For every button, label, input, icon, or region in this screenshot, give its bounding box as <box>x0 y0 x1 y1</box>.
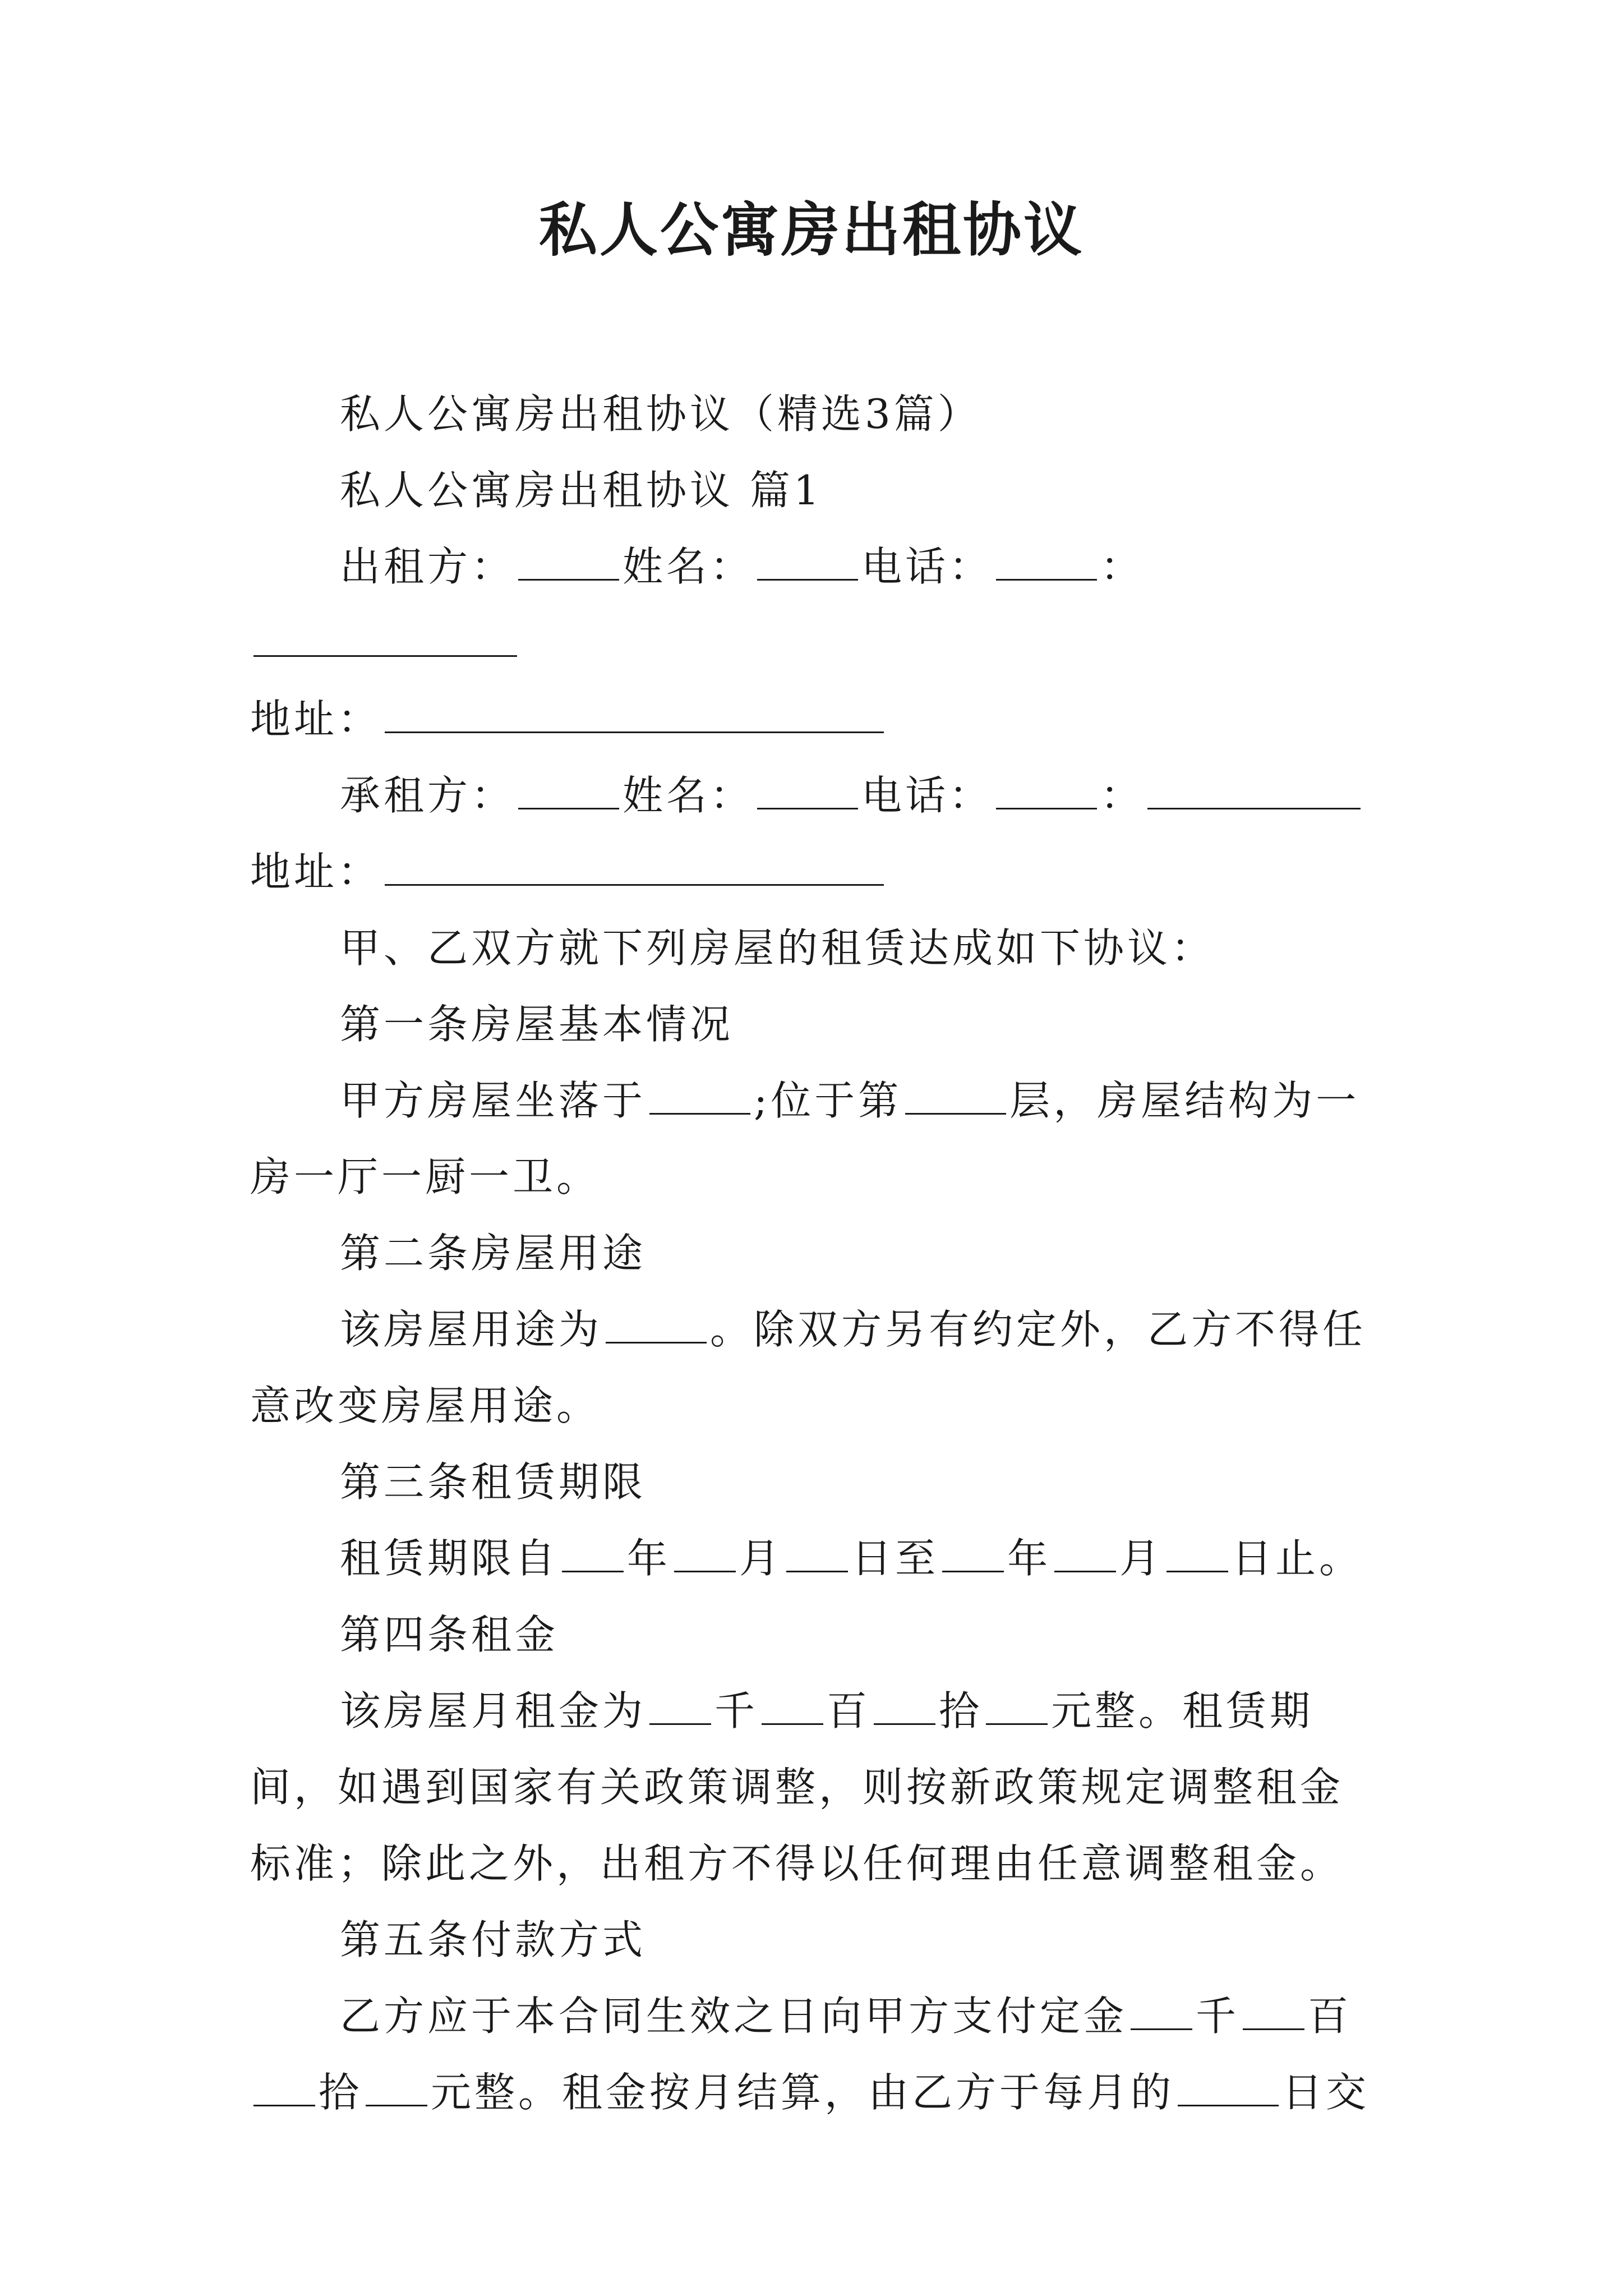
lessee-name-label: 姓名： <box>623 772 754 819</box>
lessee-address-label: 地址： <box>250 848 382 895</box>
lessee-label: 承租方： <box>340 772 515 819</box>
article-4-paragraph <box>250 1673 1377 1902</box>
lessor-phone-blank <box>996 545 1097 581</box>
intro-paragraph: 甲、乙双方就下列房屋的租赁达成如下协议： <box>340 924 1215 972</box>
art1-text-1: 甲方房屋坐落于 <box>340 1077 647 1124</box>
art5-text-1: 乙方应于本合同生效之日向甲方支付定金 <box>340 1993 1128 2040</box>
lessor-phone-label: 电话： <box>861 543 993 590</box>
lessor-address-label: 地址： <box>250 696 382 743</box>
art3-end-year-blank <box>942 1537 1004 1572</box>
subtitle: 私人公寓房出租协议（精选3篇） <box>340 390 981 438</box>
lessee-name-blank <box>757 774 858 809</box>
art4-text-4: 拾 <box>939 1687 983 1734</box>
art5-text-3: 百 <box>1308 1993 1352 2040</box>
lessor-name-blank <box>757 545 858 581</box>
lessor-line <box>250 528 1377 681</box>
art3-end-day-blank <box>1166 1537 1228 1572</box>
art3-text-1: 租赁期限自 <box>340 1535 559 1582</box>
lessor-name-label: 姓名： <box>623 543 754 590</box>
art3-text-2: 年 <box>627 1535 671 1582</box>
article-3-paragraph <box>250 1520 1377 1596</box>
art4-hundreds-blank <box>762 1690 823 1725</box>
article-2-paragraph <box>250 1291 1377 1444</box>
lessee-address-blank <box>385 850 884 886</box>
lessor-address-line <box>250 681 1377 757</box>
lessor-label: 出租方： <box>340 543 515 590</box>
art4-units-blank <box>986 1690 1048 1725</box>
art3-text-6: 月 <box>1119 1535 1164 1582</box>
art5-day-blank <box>1178 2071 1279 2106</box>
section-heading: 私人公寓房出租协议 篇1 <box>340 467 823 514</box>
article-5-paragraph <box>250 1978 1377 2131</box>
art2-text-2: 。除双方另有约定外，乙方不得任意改变房屋用途。 <box>250 1306 1367 1429</box>
article-5-heading: 第五条付款方式 <box>340 1916 647 1963</box>
art3-start-year-blank <box>562 1537 624 1572</box>
art3-end-month-blank <box>1054 1537 1116 1572</box>
art3-text-7: 日止。 <box>1232 1535 1363 1582</box>
article-4-heading: 第四条租金 <box>340 1611 559 1658</box>
art5-text-2: 千 <box>1196 1993 1240 2040</box>
lessee-blank <box>518 774 619 809</box>
art5-text-6: 日交 <box>1282 2069 1370 2116</box>
article-3-heading: 第三条租赁期限 <box>340 1458 647 1506</box>
lessee-line <box>250 757 1377 834</box>
art2-text-1: 该房屋用途为 <box>340 1306 603 1353</box>
art1-floor-blank <box>905 1079 1006 1115</box>
art5-units-blank <box>366 2071 427 2106</box>
art1-location-blank <box>649 1079 750 1115</box>
art4-tens-blank <box>874 1690 935 1725</box>
article-1-heading: 第一条房屋基本情况 <box>340 1001 734 1048</box>
art1-text-2: ;位于第 <box>754 1077 902 1124</box>
art5-thousands-blank <box>1131 1995 1192 2030</box>
lessee-phone-label: 电话： <box>861 772 993 819</box>
art3-text-5: 年 <box>1007 1535 1052 1582</box>
art3-text-4: 日至 <box>851 1535 939 1582</box>
lessor-blank <box>518 545 619 581</box>
lessee-phone-blank <box>996 774 1097 809</box>
lessee-address-line <box>250 834 1377 910</box>
lessor-extra-blank <box>253 622 517 657</box>
art4-thousands-blank <box>649 1690 711 1725</box>
document-body <box>250 376 1377 2131</box>
lessor-extra-label: ： <box>1100 543 1145 590</box>
art5-hundreds-blank <box>1243 1995 1304 2030</box>
article-2-heading: 第二条房屋用途 <box>340 1230 647 1277</box>
art4-text-1: 该房屋月租金为 <box>340 1687 647 1734</box>
lessee-extra-label: ： <box>1100 772 1145 819</box>
lessee-extra-blank <box>1147 774 1361 809</box>
document-title: 私人公寓房出租协议 <box>538 195 1084 264</box>
art1-text-3: 层，房屋结构为一房一厅一厨一卫。 <box>250 1077 1360 1200</box>
art2-usage-blank <box>606 1308 707 1343</box>
art5-tens-blank <box>253 2071 315 2106</box>
art3-start-day-blank <box>786 1537 848 1572</box>
art4-text-5: 元整。租赁期间，如遇到国家有关政策调整，则按新政策规定调整租金标准；除此之外，出租方不得以任何理由任意调整租金。 <box>250 1687 1344 1887</box>
art4-text-2: 千 <box>714 1687 759 1734</box>
art3-start-month-blank <box>674 1537 736 1572</box>
lessor-address-blank <box>385 698 884 733</box>
art3-text-3: 月 <box>739 1535 783 1582</box>
art5-text-4: 拾 <box>319 2069 363 2116</box>
art4-text-3: 百 <box>827 1687 871 1734</box>
art5-text-5: 元整。租金按月结算，由乙方于每月的 <box>431 2069 1175 2116</box>
article-1-paragraph <box>250 1062 1377 1215</box>
